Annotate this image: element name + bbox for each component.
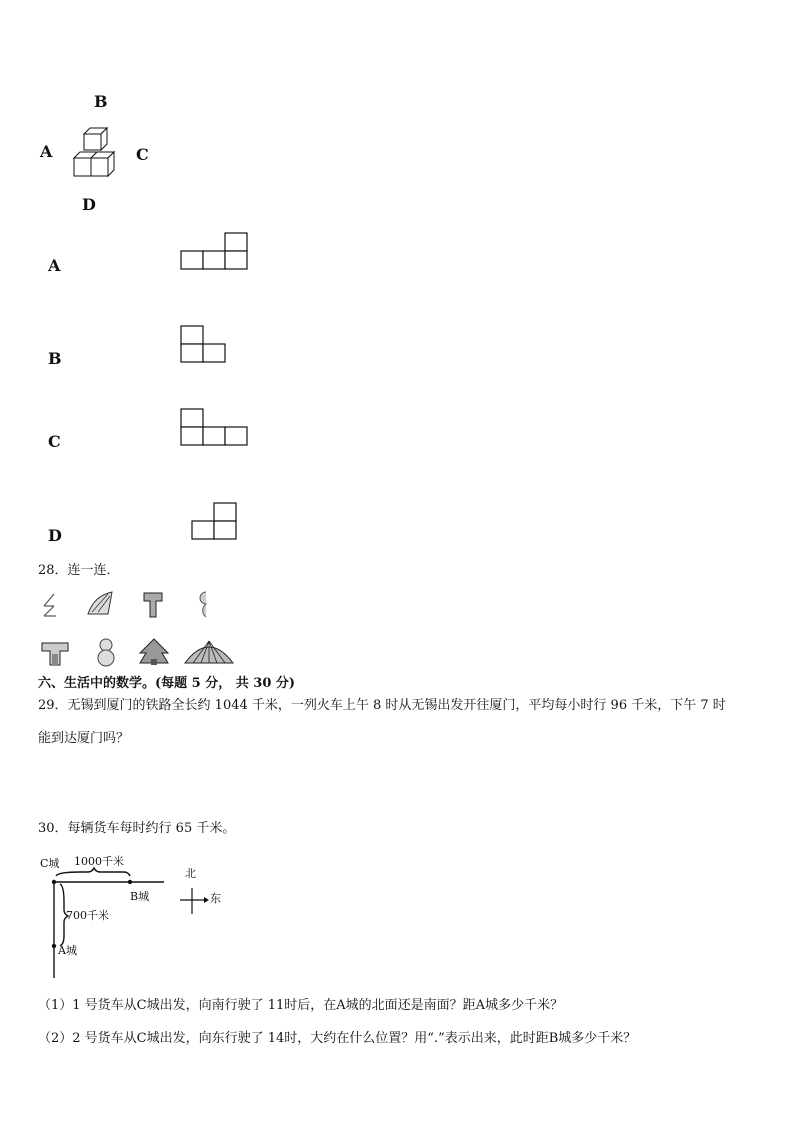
view-label-right: C <box>136 145 149 164</box>
q30-sub-1: （1）1 号货车从C城出发，向南行驶了 11时后，在A城的北面还是南面？距A城多少千米？ <box>38 998 564 1013</box>
map-b-city: B城 <box>130 890 150 903</box>
half-figure-1 <box>40 592 60 620</box>
q29-line-2: 能到达厦门吗？ <box>38 731 130 746</box>
option-label-a: A <box>48 256 61 275</box>
option-b-figure <box>181 326 231 366</box>
map-a-city: A城 <box>58 944 77 957</box>
half-figure-3 <box>142 589 166 619</box>
q30-sub-2: （2）2 号货车从C城出发，向东行驶了 14时，大约在什么位置？用“.”表示出来，此时距B城多少千米？ <box>38 1031 637 1046</box>
option-label-b: B <box>48 349 62 368</box>
compass-east: 东 <box>210 892 221 905</box>
full-figure-2 <box>94 637 118 667</box>
view-label-left: A <box>40 142 53 161</box>
option-d-figure <box>192 503 242 543</box>
half-figure-4 <box>196 589 216 619</box>
map-dist-ca: 700千米 <box>66 909 109 922</box>
q29-line-1: 29．无锡到厦门的铁路全长约 1044 千米，一列火车上午 8 时从无锡出发开往厦门，平均每小时行 96 千米，下午 7 时 <box>38 698 726 713</box>
option-label-c: C <box>48 432 61 451</box>
q28-prompt: 28．连一连． <box>38 563 120 578</box>
full-figure-4 <box>183 639 235 667</box>
view-label-top: B <box>94 92 108 111</box>
map-dist-cb: 1000千米 <box>74 855 124 868</box>
q30-prompt: 30．每辆货车每时约行 65 千米。 <box>38 821 236 836</box>
section-6-title: 六、生活中的数学。(每题 5 分， 共 30 分) <box>38 676 296 691</box>
half-figure-2 <box>86 590 116 618</box>
full-figure-3 <box>138 637 170 667</box>
full-figure-1 <box>40 637 70 667</box>
option-c-figure <box>181 409 253 449</box>
option-a-figure <box>181 233 251 273</box>
cube-stack-figure <box>70 125 130 185</box>
map-c-city: C城 <box>40 857 60 870</box>
option-label-d: D <box>48 526 62 545</box>
compass-north: 北 <box>185 867 196 880</box>
view-label-bottom: D <box>82 195 96 214</box>
